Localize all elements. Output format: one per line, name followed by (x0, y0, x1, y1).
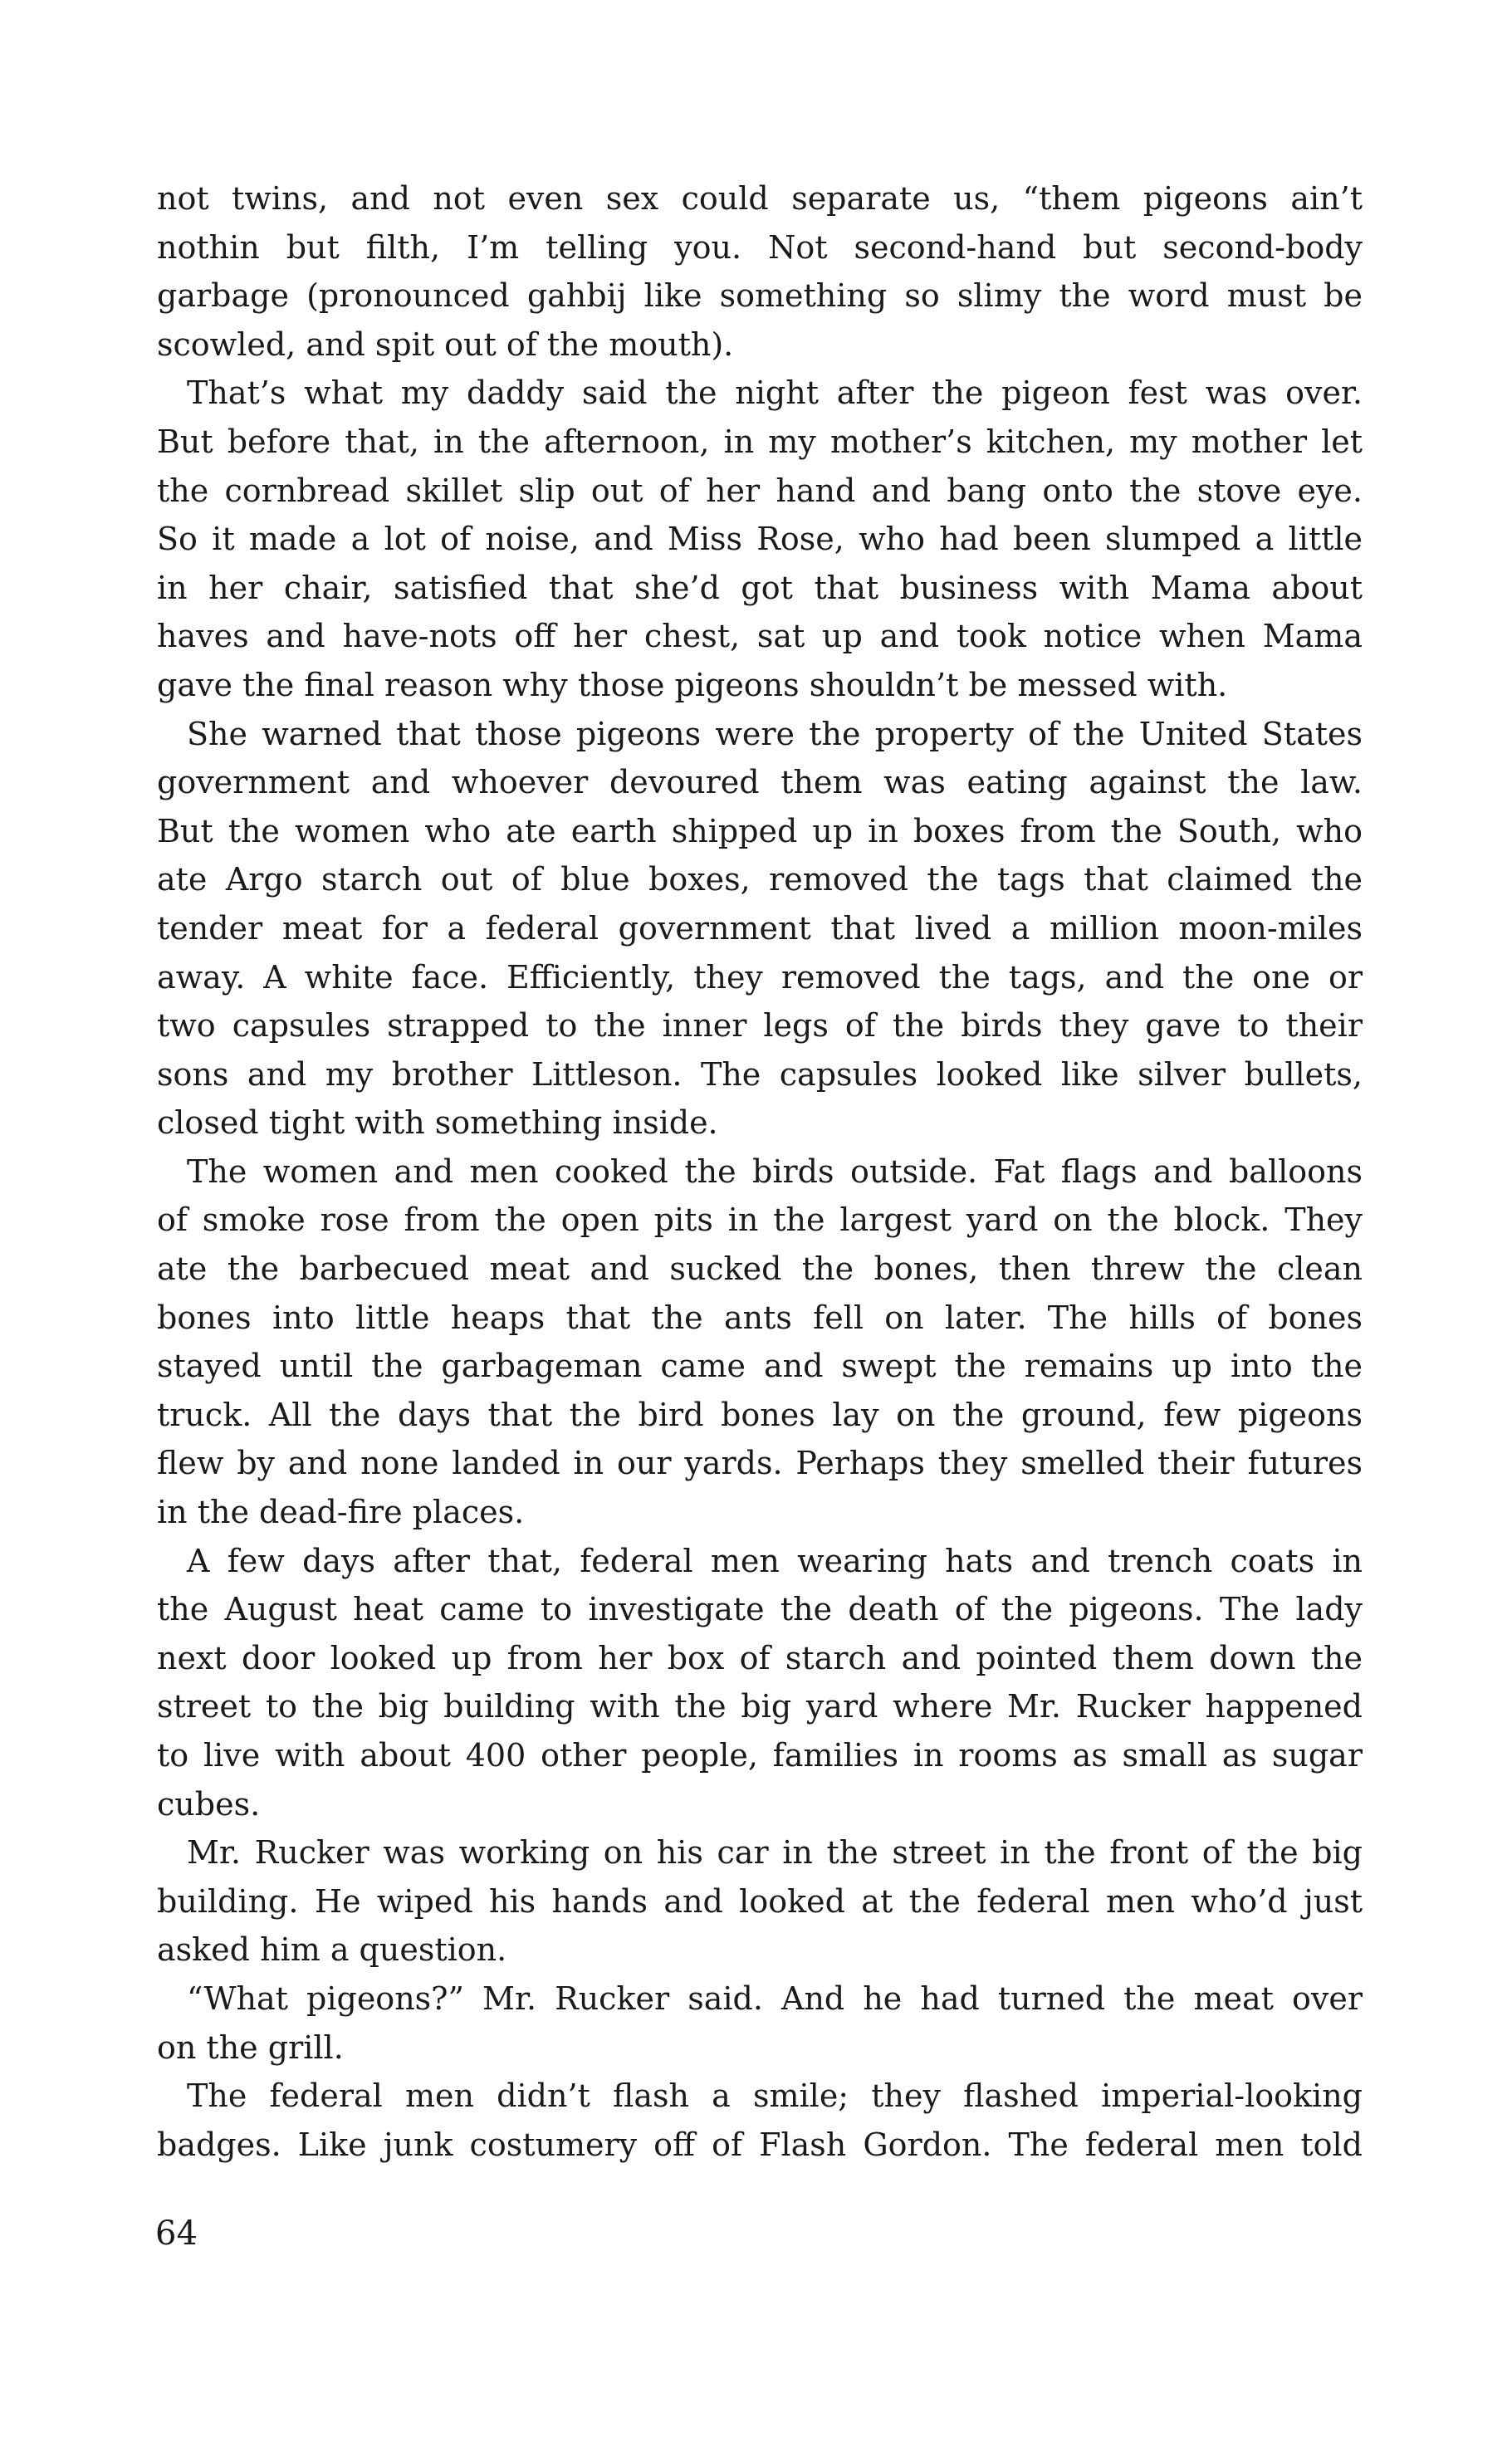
text-line: flew by and none landed in our yards. Perhaps they smelled their futures (157, 1445, 1363, 1482)
text-line: street to the big building with the big yard where Mr. Rucker happened (157, 1688, 1363, 1725)
text-line: nothin but filth, I’m telling you. Not second-hand but second-body (157, 228, 1363, 266)
text-line: Mr. Rucker was working on his car in the street in the front of the big (187, 1834, 1363, 1872)
body-text (157, 174, 1363, 2169)
text-line: cubes. (157, 1785, 261, 1823)
text-line: So it made a lot of noise, and Miss Rose, who had been slumped a little (157, 521, 1363, 558)
text-line: ate Argo starch out of blue boxes, removed the tags that claimed the (157, 861, 1363, 898)
text-line: scowled, and spit out of the mouth). (157, 325, 734, 363)
text-line: to live with about 400 other people, families in rooms as small as sugar (157, 1737, 1363, 1774)
text-line: away. A white face. Efficiently, they removed the tags, and the one or (157, 958, 1363, 996)
text-line: But the women who ate earth shipped up in boxes from the South, who (157, 812, 1363, 849)
text-line: next door looked up from her box of starch and pointed them down the (157, 1639, 1363, 1676)
text-line: of smoke rose from the open pits in the largest yard on the block. They (157, 1201, 1363, 1239)
text-line: government and whoever devoured them was eating against the law. (157, 764, 1363, 801)
text-line: bones into little heaps that the ants fell on later. The hills of bones (157, 1299, 1363, 1336)
text-line: asked him a question. (157, 1931, 507, 1969)
text-line: not twins, and not even sex could separate us, “them pigeons ain’t (157, 180, 1363, 217)
text-line: She warned that those pigeons were the property of the United States (187, 715, 1363, 752)
text-line: the August heat came to investigate the death of the pigeons. The lady (157, 1591, 1363, 1628)
text-line: haves and have-nots off her chest, sat up and took notice when Mama (157, 618, 1363, 655)
text-line: two capsules strapped to the inner legs of the birds they gave to their (157, 1007, 1363, 1045)
text-line: truck. All the days that the bird bones lay on the ground, few pigeons (157, 1396, 1363, 1433)
text-line: A few days after that, federal men wearing hats and trench coats in (187, 1542, 1363, 1579)
text-line: the cornbread skillet slip out of her hand and bang onto the stove eye. (157, 472, 1363, 509)
page-number: 64 (155, 2214, 198, 2253)
text-line: closed tight with something inside. (157, 1104, 718, 1142)
text-line: badges. Like junk costumery off of Flash Gordon. The federal men told (157, 2126, 1363, 2163)
text-line: That’s what my daddy said the night after the pigeon fest was over. (187, 374, 1363, 412)
text-line: The women and men cooked the birds outside. Fat flags and balloons (187, 1152, 1363, 1190)
text-line: ate the barbecued meat and sucked the bones, then threw the clean (157, 1250, 1363, 1288)
text-line: tender meat for a federal government that lived a million moon-miles (157, 909, 1363, 947)
text-line: building. He wiped his hands and looked at the federal men who’d just (157, 1882, 1363, 1920)
text-line: sons and my brother Littleson. The capsules looked like silver bullets, (157, 1055, 1363, 1093)
text-line: gave the final reason why those pigeons shouldn’t be messed with. (157, 666, 1228, 703)
text-line: The federal men didn’t flash a smile; they flashed imperial-looking (187, 2077, 1363, 2115)
text-line: in her chair, satisfied that she’d got that business with Mama about (157, 569, 1363, 606)
text-line: in the dead-fire places. (157, 1494, 525, 1531)
text-line: But before that, in the afternoon, in my mother’s kitchen, my mother let (157, 423, 1363, 460)
text-line: garbage (pronounced gahbij like something so slimy the word must be (157, 277, 1363, 315)
text-line: stayed until the garbageman came and swept the remains up into the (157, 1348, 1363, 1385)
text-line: on the grill. (157, 2028, 344, 2066)
text-line: “What pigeons?” Mr. Rucker said. And he had turned the meat over (187, 1980, 1363, 2017)
